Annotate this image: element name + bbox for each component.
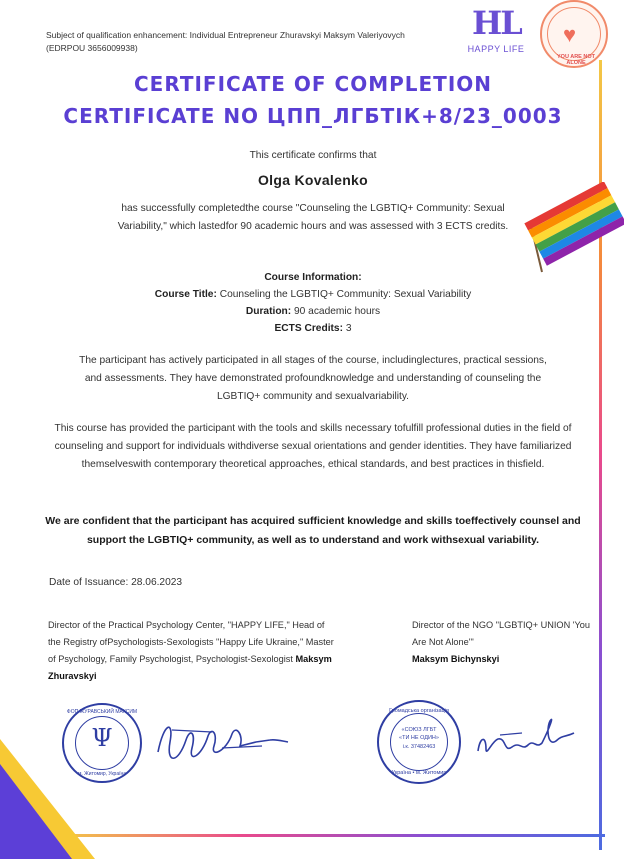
psi-icon: Ψ — [91, 724, 113, 752]
issuance-date: Date of Issuance: 28.06.2023 — [49, 577, 183, 588]
course-title-value: Counseling the LGBTIQ+ Community: Sexual Variability — [219, 289, 472, 300]
confidence-paragraph: We are confident that the participant has acquired sufficient knowledge and skills toeffectively counsel and support the LGBTIQ+ community, as well as to understand and work withsexual variability. — [45, 515, 581, 546]
subject-line: Subject of qualification enhancement: Individual Entrepreneur Zhuravskyi Maksym Valeriyovych — [46, 30, 405, 40]
stamp-arc-top: ФОП ЖУРАВСЬКИЙ МАКСИМ — [66, 709, 138, 715]
you-are-not-alone-logo — [540, 0, 608, 68]
edrpou-line: (EDRPOU 3656009938) — [46, 43, 138, 53]
course-info-header: Course Information: — [264, 272, 362, 283]
stamp-line-4: і.к. 37482463 — [402, 744, 436, 750]
completed-text: has successfully completedthe course "Counseling the LGBTIQ+ Community: Sexual Variability," which lastedfor 90 academic hours and was assessed with 3 ECTS credits. — [117, 203, 509, 232]
left-signatory-name: Maksym Zhuravskyi — [48, 654, 332, 681]
right-signatory-name: Maksym Bichynskyi — [412, 654, 500, 664]
course-title-label: Course Title: — [154, 289, 217, 300]
stamp-line-1: Громадська організація — [389, 708, 449, 714]
stamp-line-2: «СОЮЗ ЛГБТ — [401, 727, 437, 733]
signature-zhuravskyi — [152, 712, 292, 770]
stamp-line-3: «ТИ НЕ ОДИН» — [399, 735, 439, 741]
subject-info — [46, 29, 405, 55]
corner-decoration-purple — [0, 764, 72, 859]
participation-paragraph: The participant has actively participated in all stages of the course, includinglectures, practical sessions, and assessments. They have demonstrated profoundknowledge and understanding of counseling the LGBTIQ+ community and sexualvariability. — [79, 355, 547, 402]
duration-value: 90 academic hours — [294, 306, 381, 317]
signature-bichynskyi — [470, 707, 580, 769]
happy-life-tag: HAPPY LIFE — [467, 44, 525, 54]
credits-value: 3 — [345, 323, 352, 334]
course-title-row — [0, 286, 626, 303]
stamp-inner-ring — [390, 713, 448, 771]
duration-label: Duration: — [245, 306, 292, 317]
recipient-name: Olga Kovalenko — [257, 172, 368, 188]
confirms-text: This certificate confirms that — [249, 150, 377, 161]
right-signatory-title: Director of the NGO "LGBTIQ+ UNION 'You Are Not Alone'" — [412, 620, 591, 647]
you-are-not-alone-text: YOU ARE NOT ALONE — [557, 54, 595, 66]
heart-icon: ♥ — [563, 22, 577, 47]
happy-life-stamp — [62, 703, 142, 783]
ngo-stamp — [377, 700, 461, 784]
right-signatory — [412, 617, 592, 668]
happy-life-logo — [462, 4, 530, 56]
skills-paragraph: This course has provided the participant with the tools and skills necessary tofulfill professional duties in the field of counseling and support for individuals withdiverse sexual orientations and gender identities. They have familiarized themselveswith contemporary theoretical approaches, ethical standards, and best practices in thisfield. — [54, 423, 572, 470]
credits-row — [0, 320, 626, 337]
certificate-number: CERTIFICATE NO ЦПП_ЛГБТІК+8/23_0003 — [63, 104, 563, 128]
duration-row — [0, 303, 626, 320]
course-info — [0, 269, 626, 337]
rainbow-border-bottom — [60, 834, 605, 837]
left-signatory-title: Director of the Practical Psychology Center, "HAPPY LIFE," Head of the Registry ofPsychologists-Sexologists "Happy Life Ukraine," Master of Psychology, Family Psychologist, Psychologist-Sexologist — [48, 620, 334, 664]
left-signatory — [48, 617, 338, 685]
stamp-arc-bottom: м. Житомир, Україна — [77, 771, 127, 777]
happy-life-letters: HL — [472, 4, 521, 42]
credits-label: ECTS Credits: — [274, 323, 343, 334]
rainbow-flag-icon — [520, 182, 624, 277]
certificate-title: CERTIFICATE OF COMPLETION — [134, 72, 492, 96]
stamp-line-5: Україна • м. Житомир — [391, 770, 447, 776]
